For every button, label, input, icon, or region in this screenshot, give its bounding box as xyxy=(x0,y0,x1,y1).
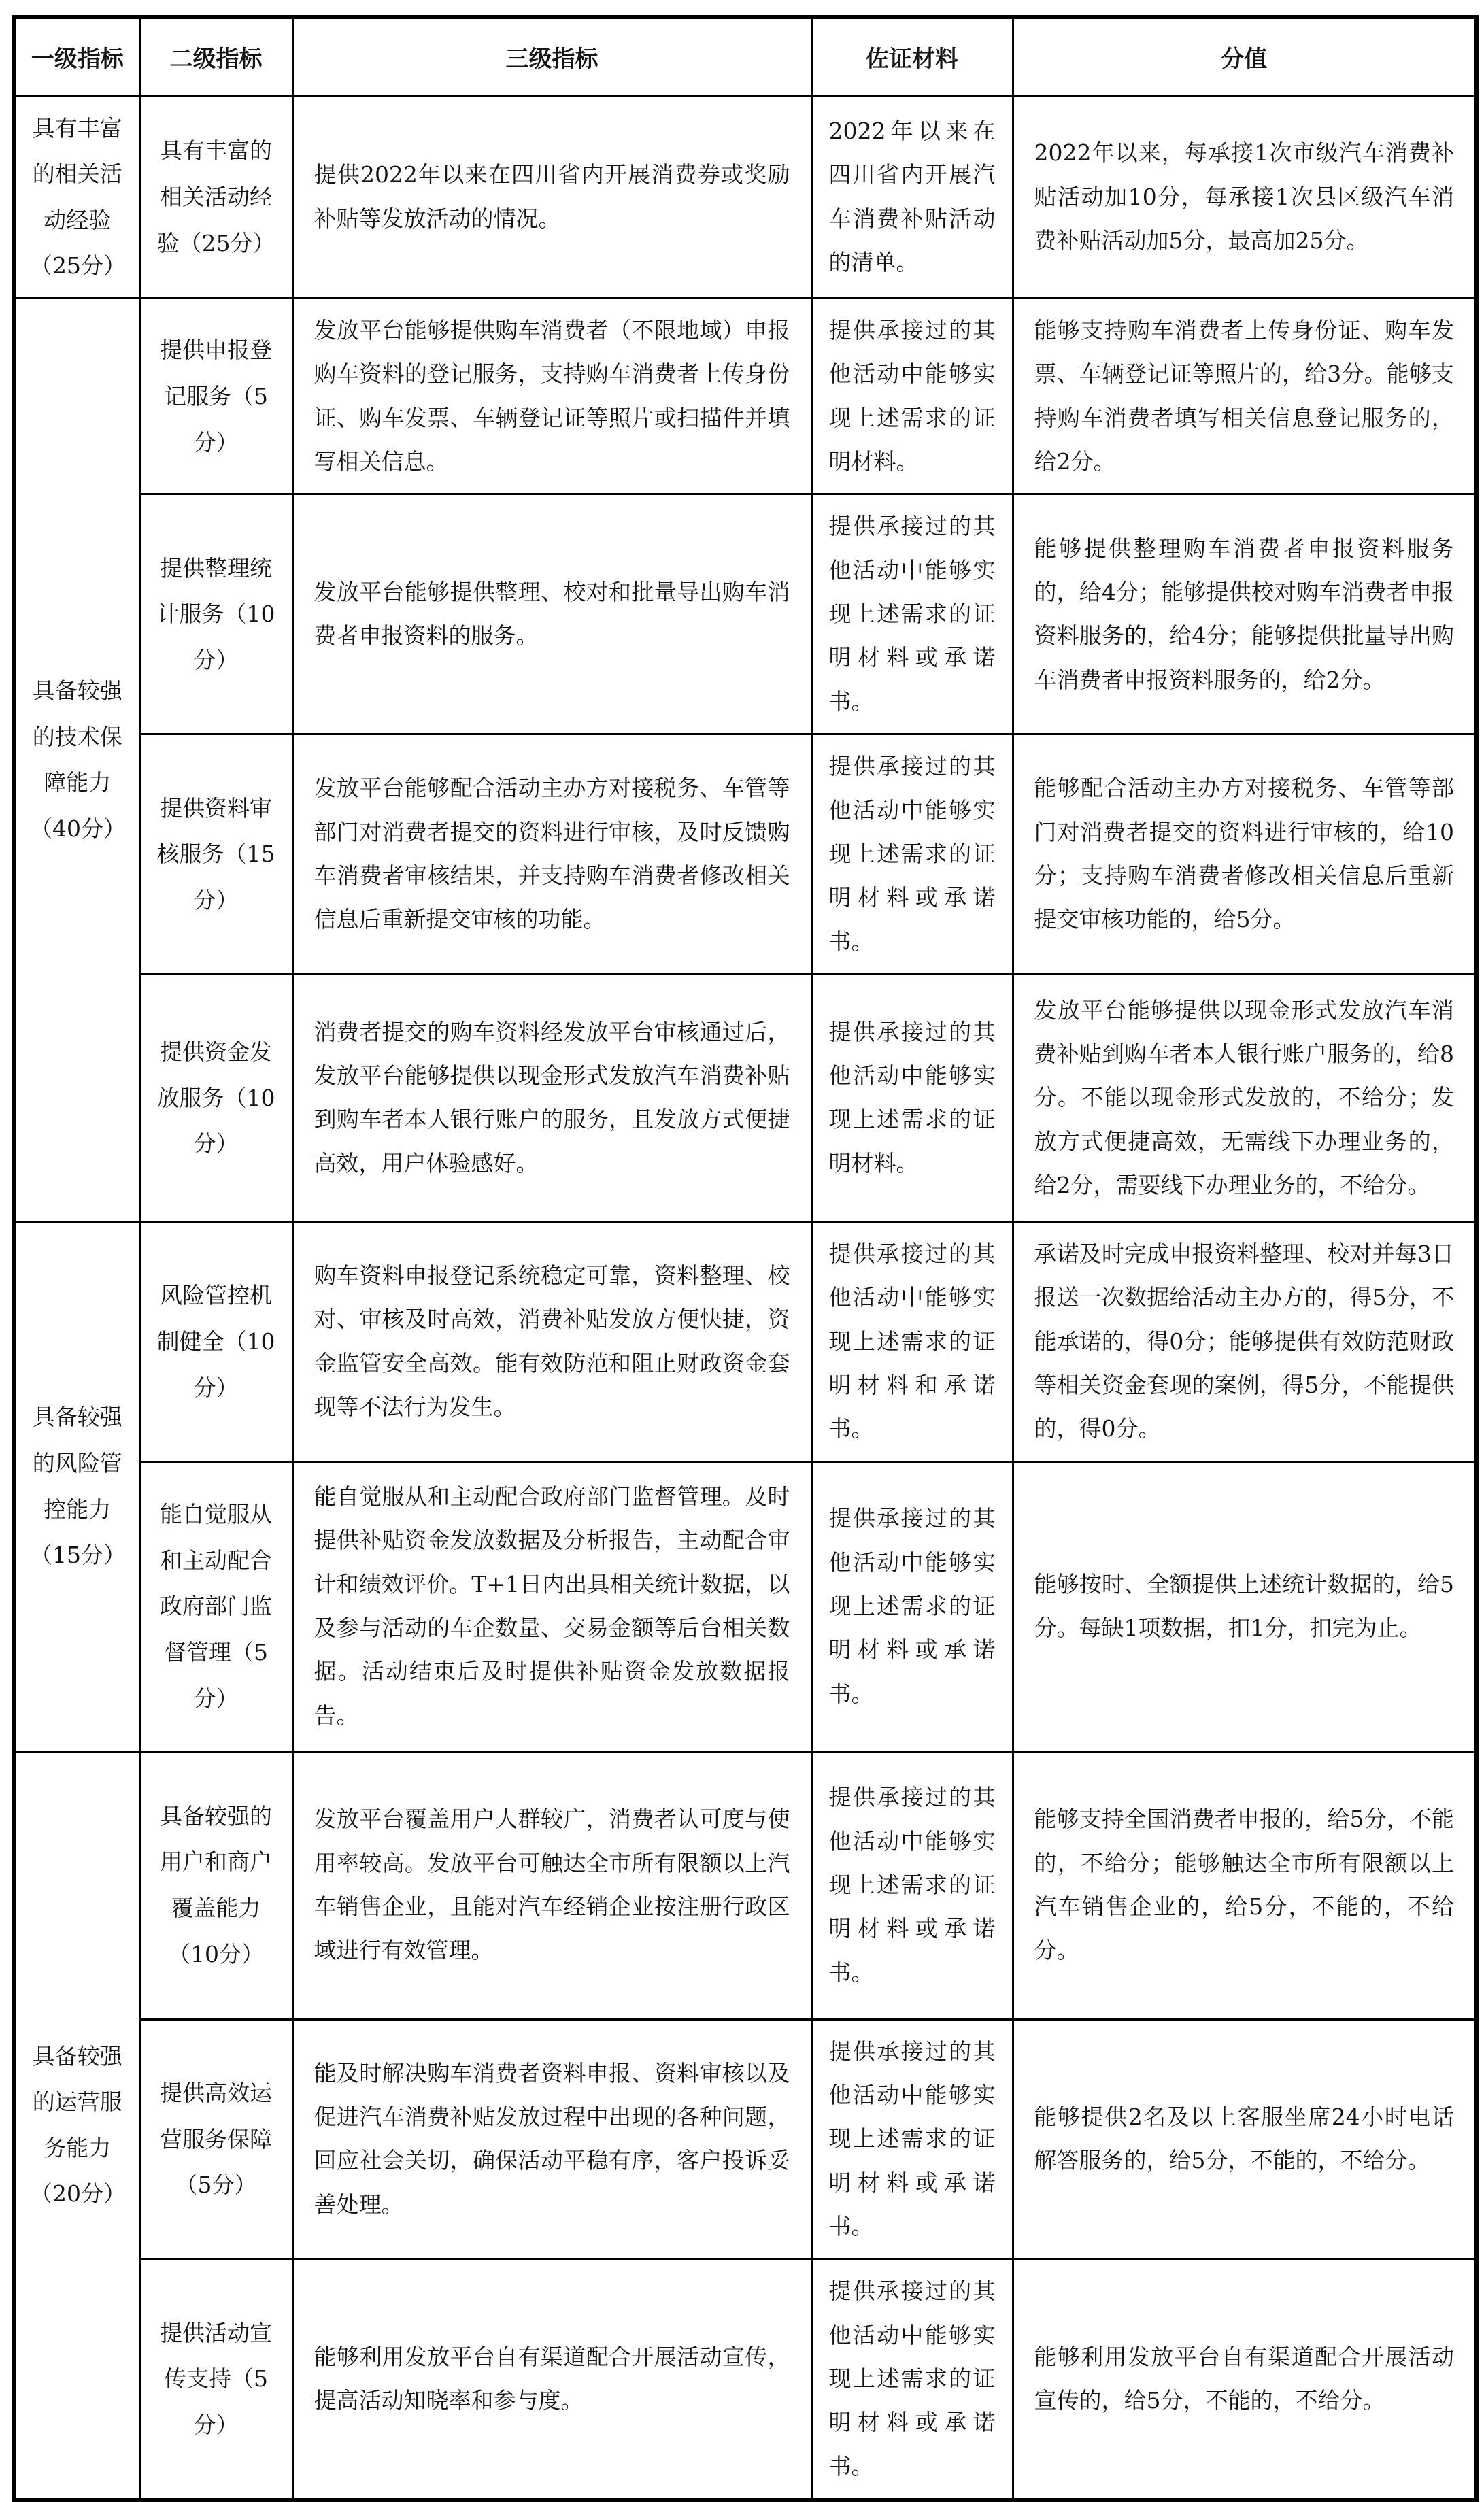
header-score: 分值 xyxy=(1013,17,1477,96)
level3-cell: 能自觉服从和主动配合政府部门监督管理。及时提供补贴资金发放数据及分析报告，主动配合审计和绩效评价。T+1日内出具相关统计数据，以及参与活动的车企数量、交易金额等后台相关数据。活动结束后及时提供补贴资金发放数据报告。 xyxy=(292,1461,811,1751)
level3-cell: 能及时解决购车消费者资料申报、资料审核以及促进汽车消费补贴发放过程中出现的各种问题，回应社会关切，确保活动平稳有序，客户投诉妥善处理。 xyxy=(292,2019,811,2259)
score-cell: 能够利用发放平台自有渠道配合开展活动宣传的，给5分，不能的，不给分。 xyxy=(1013,2259,1477,2500)
evidence-cell: 提供承接过的其他活动中能够实现上述需求的证明材料或承诺书。 xyxy=(811,734,1013,975)
evidence-cell: 提供承接过的其他活动中能够实现上述需求的证明材料或承诺书。 xyxy=(811,1751,1013,2019)
evidence-cell: 提供承接过的其他活动中能够实现上述需求的证明材料或承诺书。 xyxy=(811,2259,1013,2500)
level3-cell: 能够利用发放平台自有渠道配合开展活动宣传，提高活动知晓率和参与度。 xyxy=(292,2259,811,2500)
level1-cell-operations: 具备较强的运营服务能力（20分） xyxy=(14,1751,139,2500)
header-evidence: 佐证材料 xyxy=(811,17,1013,96)
level3-cell: 提供2022年以来在四川省内开展消费券或奖励补贴等发放活动的情况。 xyxy=(292,96,811,299)
score-cell: 能够支持全国消费者申报的，给5分，不能的，不给分；能够触达全市所有限额以上汽车销售企业的，给5分，不能的，不给分。 xyxy=(1013,1751,1477,2019)
level3-cell: 发放平台能够配合活动主办方对接税务、车管等部门对消费者提交的资料进行审核，及时反馈购车消费者审核结果，并支持购车消费者修改相关信息后重新提交审核的功能。 xyxy=(292,734,811,975)
score-cell: 能够配合活动主办方对接税务、车管等部门对消费者提交的资料进行审核的，给10分；支持购车消费者修改相关信息后重新提交审核功能的，给5分。 xyxy=(1013,734,1477,975)
table-row xyxy=(14,1461,1477,1751)
level2-cell: 具备较强的用户和商户覆盖能力（10分） xyxy=(139,1751,292,2019)
level3-cell: 购车资料申报登记系统稳定可靠，资料整理、校对、审核及时高效，消费补贴发放方便快捷，资金监管安全高效。能有效防范和阻止财政资金套现等不法行为发生。 xyxy=(292,1221,811,1461)
table-row xyxy=(14,1751,1477,2019)
evidence-cell: 提供承接过的其他活动中能够实现上述需求的证明材料或承诺书。 xyxy=(811,2019,1013,2259)
evidence-cell: 提供承接过的其他活动中能够实现上述需求的证明材料。 xyxy=(811,299,1013,494)
evidence-cell: 提供承接过的其他活动中能够实现上述需求的证明材料。 xyxy=(811,974,1013,1221)
score-cell: 承诺及时完成申报资料整理、校对并每3日报送一次数据给活动主办方的，得5分，不能承诺的，得0分；能够提供有效防范财政等相关资金套现的案例，得5分，不能提供的，得0分。 xyxy=(1013,1221,1477,1461)
table-row xyxy=(14,96,1477,299)
level3-cell: 发放平台覆盖用户人群较广，消费者认可度与使用率较高。发放平台可触达全市所有限额以上汽车销售企业，且能对汽车经销企业按注册行政区域进行有效管理。 xyxy=(292,1751,811,2019)
table-row xyxy=(14,299,1477,494)
level3-cell: 发放平台能够提供整理、校对和批量导出购车消费者申报资料的服务。 xyxy=(292,494,811,734)
header-level2-indicator: 二级指标 xyxy=(139,17,292,96)
score-cell: 能够支持购车消费者上传身份证、购车发票、车辆登记证等照片的，给3分。能够支持购车消费者填写相关信息登记服务的，给2分。 xyxy=(1013,299,1477,494)
evidence-cell: 提供承接过的其他活动中能够实现上述需求的证明材料或承诺书。 xyxy=(811,1461,1013,1751)
level1-cell-risk-control: 具备较强的风险管控能力（15分） xyxy=(14,1221,139,1751)
score-cell: 能够按时、全额提供上述统计数据的，给5分。每缺1项数据，扣1分，扣完为止。 xyxy=(1013,1461,1477,1751)
level1-cell-technical: 具备较强的技术保障能力（40分） xyxy=(14,299,139,1222)
score-cell: 能够提供2名及以上客服坐席24小时电话解答服务的，给5分，不能的，不给分。 xyxy=(1013,2019,1477,2259)
level2-cell: 提供申报登记服务（5分） xyxy=(139,299,292,494)
level2-cell: 提供高效运营服务保障（5分） xyxy=(139,2019,292,2259)
evaluation-criteria-table xyxy=(12,15,1479,2502)
level2-cell: 风险管控机制健全（10分） xyxy=(139,1221,292,1461)
score-cell: 能够提供整理购车消费者申报资料服务的，给4分；能够提供校对购车消费者申报资料服务的，给4分；能够提供批量导出购车消费者申报资料服务的，给2分。 xyxy=(1013,494,1477,734)
level2-cell: 提供资金发放服务（10分） xyxy=(139,974,292,1221)
evidence-cell: 提供承接过的其他活动中能够实现上述需求的证明材料和承诺书。 xyxy=(811,1221,1013,1461)
header-level1-indicator: 一级指标 xyxy=(14,17,139,96)
level2-cell: 提供整理统计服务（10分） xyxy=(139,494,292,734)
level2-cell: 能自觉服从和主动配合政府部门监督管理（5分） xyxy=(139,1461,292,1751)
table-row xyxy=(14,734,1477,975)
header-row xyxy=(14,17,1477,96)
header-level3-indicator: 三级指标 xyxy=(292,17,811,96)
level3-cell: 发放平台能够提供购车消费者（不限地域）申报购车资料的登记服务，支持购车消费者上传身份证、购车发票、车辆登记证等照片或扫描件并填写相关信息。 xyxy=(292,299,811,494)
level2-cell: 提供资料审核服务（15分） xyxy=(139,734,292,975)
score-cell: 2022年以来，每承接1次市级汽车消费补贴活动加10分，每承接1次县区级汽车消费补贴活动加5分，最高加25分。 xyxy=(1013,96,1477,299)
table-row xyxy=(14,2019,1477,2259)
table-row xyxy=(14,494,1477,734)
table-row xyxy=(14,974,1477,1221)
table-row xyxy=(14,2259,1477,2500)
evidence-cell: 2022年以来在四川省内开展汽车消费补贴活动的清单。 xyxy=(811,96,1013,299)
table-row xyxy=(14,1221,1477,1461)
level3-cell: 消费者提交的购车资料经发放平台审核通过后，发放平台能够提供以现金形式发放汽车消费补贴到购车者本人银行账户的服务，且发放方式便捷高效，用户体验感好。 xyxy=(292,974,811,1221)
level2-cell: 具有丰富的相关活动经验（25分） xyxy=(139,96,292,299)
level1-cell-experience: 具有丰富的相关活动经验（25分） xyxy=(14,96,139,299)
document-page xyxy=(0,15,1484,2502)
evidence-cell: 提供承接过的其他活动中能够实现上述需求的证明材料或承诺书。 xyxy=(811,494,1013,734)
score-cell: 发放平台能够提供以现金形式发放汽车消费补贴到购车者本人银行账户服务的，给8分。不能以现金形式发放的，不给分；发放方式便捷高效，无需线下办理业务的，给2分，需要线下办理业务的，不给分。 xyxy=(1013,974,1477,1221)
level2-cell: 提供活动宣传支持（5分） xyxy=(139,2259,292,2500)
